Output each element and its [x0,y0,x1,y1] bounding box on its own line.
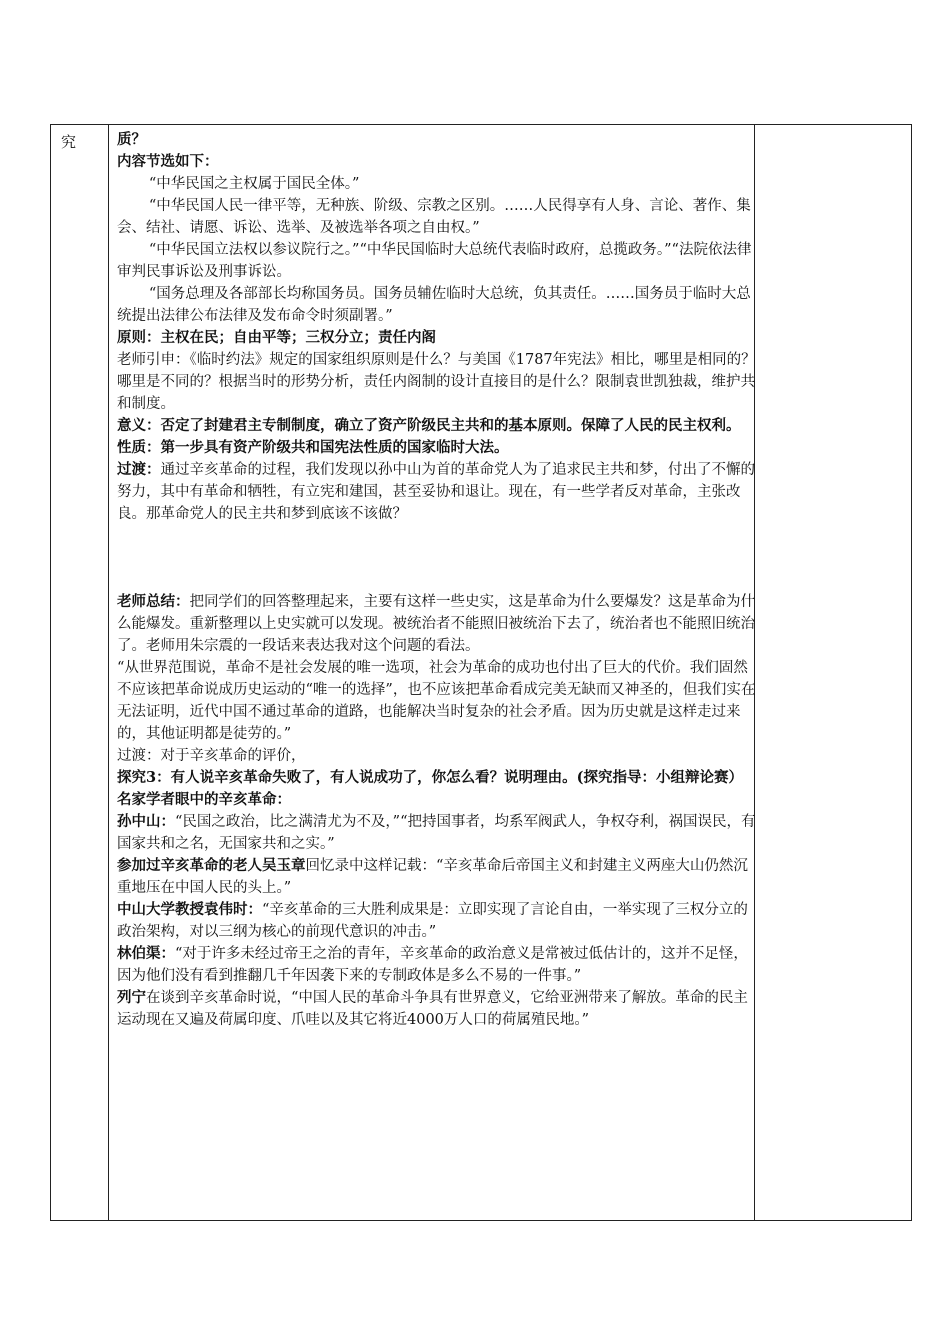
constitution-quote-2: “中华民国人民一律平等，无种族、阶级、宗教之区别。……人民得享有人身、言论、著作、集会、结社、请愿、诉讼、选举、及被选举各项之自由权。” [117,198,751,236]
lin-text: “对于许多未经过帝王之治的青年，辛亥革命的政治意义是常被过低估计的，这并不足怪，因为他们没有看到推翻几千年因袭下来的专制政体是多么不易的一件事。” [117,946,748,984]
transition-2: 过渡：对于辛亥革命的评价， [117,748,306,764]
nature-line: 性质：第一步具有资产阶级共和国宪法性质的国家临时大法。 [117,439,509,456]
yuan-quote [117,899,757,943]
principle-line: 原则：主权在民；自由平等；三权分立；责任内阁 [117,329,436,346]
sun-quote [117,811,757,855]
explore-3: 探究3：有人说辛亥革命失败了，有人说成功了，你怎么看？说明理由。(探究指导：小组辩论赛） [117,769,743,786]
lin-label: 林伯渠： [117,945,175,962]
yuan-label: 中山大学教授袁伟时： [117,901,262,918]
constitution-quote-4: “国务总理及各部部长均称国务员。国务员辅佐临时大总统，负其责任。……国务员于临时大总统提出法律公布法律及发布命令时须副署。” [117,286,751,324]
lenin-label: 列宁 [117,989,146,1006]
transition-1-text: 通过辛亥革命的过程，我们发现以孙中山为首的革命党人为了追求民主共和梦，付出了不懈的努力，其中有革命和牺牲，有立宪和建国，甚至妥协和退让。现在，有一些学者反对革命，主张改良。那革命党人的民主共和梦到底该不该做？ [117,462,755,522]
lin-quote [117,943,757,987]
teacher-guide: 老师引申：《临时约法》规定的国家组织原则是什么？与美国《1787年宪法》相比，哪里是相同的？哪里是不同的？根据当时的形势分析，责任内阁制的设计直接目的是什么？限制袁世凯独裁，维护共和制度。 [117,352,756,412]
constitution-quote-3: “中华民国立法权以参议院行之。”“中华民国临时大总统代表临时政府，总揽政务。”“法院依法律审判民事诉讼及刑事诉讼。 [117,242,752,280]
transition-1-label: 过渡： [117,461,161,478]
lenin-quote [117,987,757,1031]
blank-space [117,525,757,591]
transition-1 [117,459,757,525]
section-label: 究 [61,133,77,151]
excerpt-heading: 内容节选如下： [117,153,219,170]
wu-quote [117,855,757,899]
yuan-text: “辛亥革命的三大胜利成果是：立即实现了言论自由，一举实现了三权分立的政治架构，对以三纲为核心的前现代意识的冲击。” [117,902,748,940]
lesson-table [50,124,912,1221]
constitution-quote-1: “中华民国之主权属于国民全体。” [148,176,360,192]
wu-text: 回忆录中这样记载：“辛亥革命后帝国主义和封建主义两座大山仍然沉重地压在中国人民的头上。” [117,858,748,896]
question-ending: 质？ [117,131,146,148]
significance-line: 意义：否定了封建君主专制制度，确立了资产阶级民主共和的基本原则。保障了人民的民主权利。 [117,417,741,434]
wu-label: 参加过辛亥革命的老人吴玉章 [117,857,306,874]
column-divider-left [108,125,109,1220]
teacher-summary-label: 老师总结： [117,593,190,610]
sun-label: 孙中山： [117,813,175,830]
lenin-text: 在谈到辛亥革命时说，“中国人民的革命斗争具有世界意义，它给亚洲带来了解放。革命的民主运动现在又遍及荷属印度、爪哇以及其它将近4000万人口的荷属殖民地。” [117,990,748,1028]
sun-text: “民国之政治，比之满清尤为不及，”“把持国事者，均系军阀武人，争权夺利，祸国误民，有国家共和之名，无国家共和之实。” [117,814,756,852]
teacher-summary-text: 把同学们的回答整理起来，主要有这样一些史实，这是革命为什么要爆发？这是革命为什么能爆发。重新整理以上史实就可以发现。被统治者不能照旧被统治下去了，统治者也不能照旧统治了。老师用朱宗震的一段话来表达我对这个问题的看法。 [117,594,755,654]
teacher-summary [117,591,757,657]
lesson-content [117,129,757,1031]
scholars-heading: 名家学者眼中的辛亥革命： [117,791,291,808]
zhu-quote: “从世界范围说，革命不是社会发展的唯一选项，社会为革命的成功也付出了巨大的代价。我们固然不应该把革命说成历史运动的“唯一的选择”，也不应该把革命看成完美无缺而又神圣的，但我们实在无法证明，近代中国不通过革命的道路，也能解决当时复杂的社会矛盾。因为历史就是这样走过来的，其他证明都是徒劳的。” [117,660,756,742]
